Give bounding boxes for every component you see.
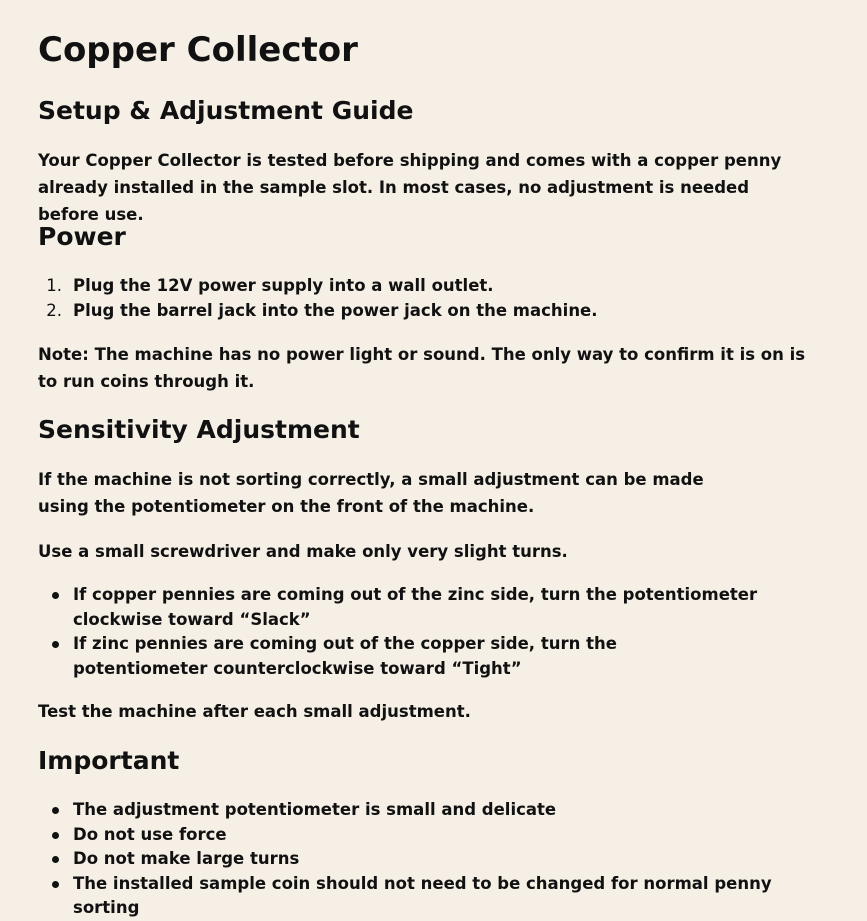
list-item xyxy=(38,299,838,324)
bullet-icon xyxy=(52,832,59,839)
bullet-text: Do not use force xyxy=(73,824,227,844)
document-title: Copper Collector xyxy=(38,30,358,70)
list-item xyxy=(38,798,838,823)
list-item xyxy=(38,872,838,921)
bullet-icon xyxy=(52,592,59,599)
bullet-icon xyxy=(52,807,59,814)
step-number: 1. xyxy=(46,276,62,295)
important-heading: Important xyxy=(38,746,180,775)
step-number: 2. xyxy=(46,300,62,320)
bullet-icon xyxy=(52,881,59,888)
test-note: Test the machine after each small adjustment. xyxy=(38,702,471,721)
power-heading: Power xyxy=(38,222,126,251)
step-text: Plug the barrel jack into the power jack on the machine. xyxy=(73,300,598,320)
power-note: Note: The machine has no power light or sound. The only way to confirm it is on is to run coins through it. xyxy=(38,345,806,391)
bullet-text: If copper pennies are coming out of the zinc side, turn the potentiometer clockwise toward “Slack” xyxy=(73,585,758,629)
list-item xyxy=(38,847,838,872)
list-item xyxy=(38,274,838,299)
list-item xyxy=(38,583,838,632)
power-steps-list xyxy=(38,274,838,323)
bullet-text: The adjustment potentiometer is small and delicate xyxy=(73,800,557,819)
sensitivity-intro: If the machine is not sorting correctly, a small adjustment can be made using the potentiometer on the front of the machine. xyxy=(38,470,704,516)
bullet-text: The installed sample coin should not need to be changed for normal penny sorting xyxy=(73,873,772,917)
bullet-icon xyxy=(52,856,59,863)
list-item xyxy=(38,632,838,681)
screwdriver-note: Use a small screwdriver and make only very slight turns. xyxy=(38,542,568,561)
step-text: Plug the 12V power supply into a wall outlet. xyxy=(73,276,494,295)
list-item xyxy=(38,823,838,848)
bullet-text: If zinc pennies are coming out of the copper side, turn the potentiometer counterclockwise toward “Tight” xyxy=(73,634,617,678)
sensitivity-heading: Sensitivity Adjustment xyxy=(38,415,360,444)
guide-subtitle: Setup & Adjustment Guide xyxy=(38,96,414,125)
important-bullets xyxy=(38,798,838,921)
intro-paragraph: Your Copper Collector is tested before shipping and comes with a copper penny already installed in the sample slot. In most cases, no adjustment is needed before use. xyxy=(38,151,782,224)
sensitivity-bullets xyxy=(38,583,838,681)
bullet-icon xyxy=(52,641,59,648)
bullet-text: Do not make large turns xyxy=(73,849,300,868)
